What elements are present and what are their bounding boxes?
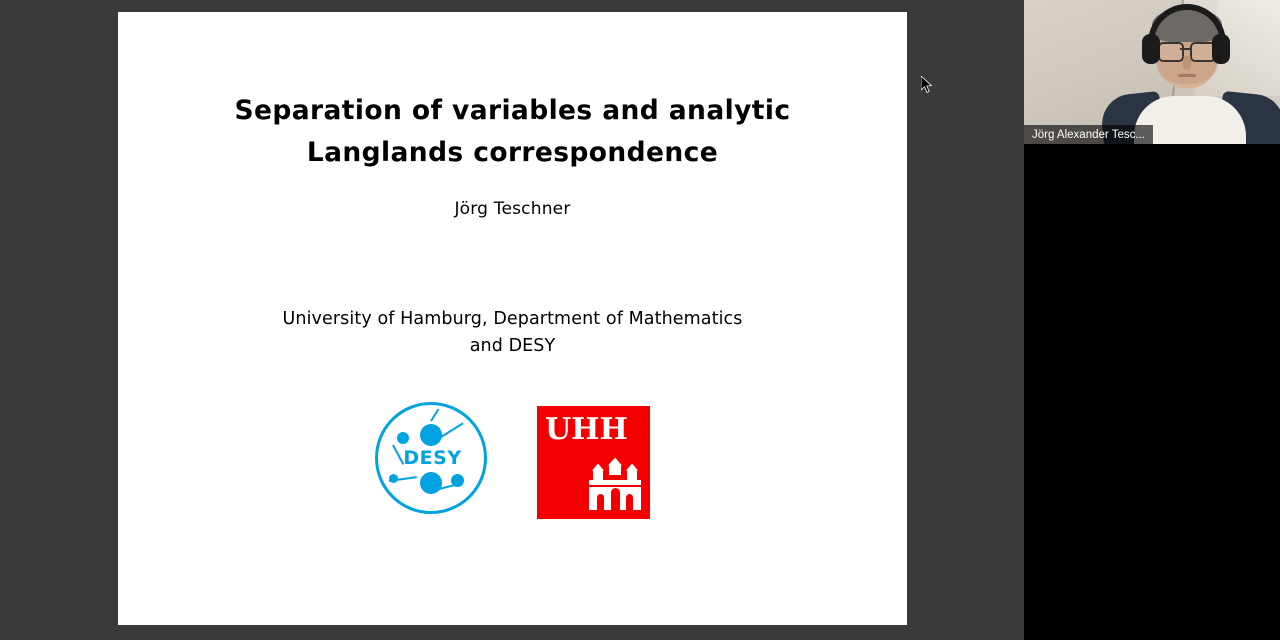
headphones-earcup-right-icon (1212, 34, 1230, 64)
participant-name-label: Jörg Alexander Tesc... (1024, 125, 1153, 144)
glasses-lens-left-icon (1158, 42, 1184, 62)
participant-video-panel[interactable] (1024, 0, 1280, 640)
participant-mouth (1178, 74, 1196, 77)
uhh-logo-text: UHH (545, 411, 628, 447)
hamburg-gate-icon (587, 458, 643, 510)
participant-video-tile[interactable] (1024, 0, 1280, 144)
slide-content (118, 12, 907, 625)
gate-arch-right (626, 494, 633, 510)
gate-arch-center (611, 488, 620, 510)
gate-tower-left (593, 470, 603, 480)
desy-dot-top (420, 424, 442, 446)
slide-title: Separation of variables and analytic Langlands correspondence (234, 95, 791, 168)
slide-author: Jörg Teschner (454, 199, 571, 219)
mouse-cursor (921, 76, 933, 94)
slide-affiliation-line-1: University of Hamburg, Department of Mathematics (282, 309, 743, 329)
desy-logo-text: DESY (403, 447, 462, 469)
slide-affiliation (138, 306, 887, 360)
gate-tower-right (627, 470, 637, 480)
gate-tower-center (609, 465, 621, 475)
slide-affiliation-line-2: and DESY (469, 336, 556, 356)
participant-nose (1183, 56, 1191, 70)
empty-video-area (1024, 144, 1280, 640)
desy-logo (375, 402, 495, 522)
headphones-earcup-left-icon (1142, 34, 1160, 64)
gate-wall-line (589, 485, 641, 487)
desy-dot-upper-left (397, 432, 409, 444)
presentation-slide[interactable] (118, 12, 907, 625)
glasses-bridge-icon (1180, 48, 1190, 50)
gate-arch-left (597, 494, 604, 510)
uhh-logo (537, 406, 650, 519)
slide-logos (118, 402, 907, 522)
